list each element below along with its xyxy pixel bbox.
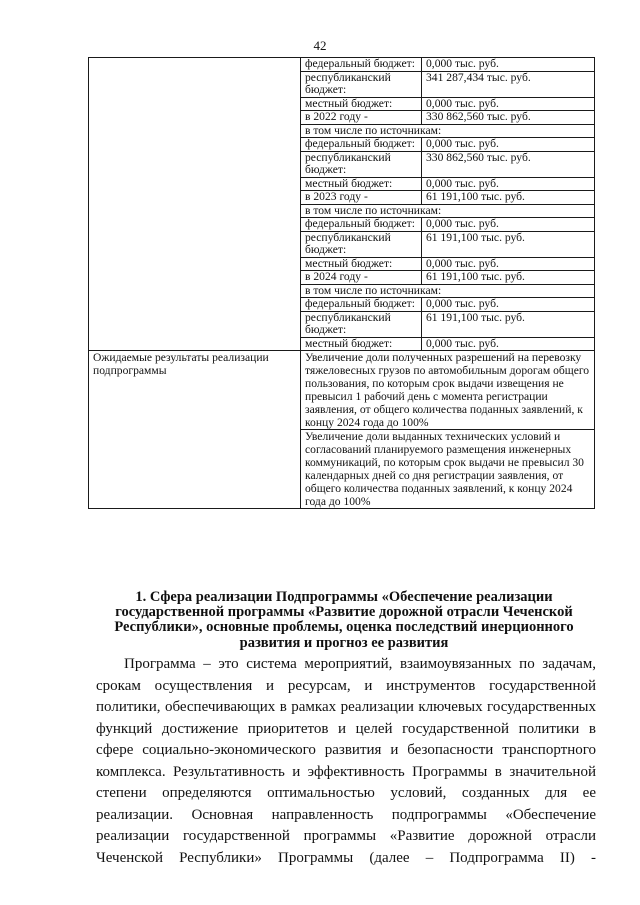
budget-source-label: федеральный бюджет:	[301, 138, 422, 152]
budget-source-value: 0,000 тыс. руб.	[422, 97, 595, 111]
budget-source-label: республиканский бюджет:	[301, 71, 422, 97]
table-row	[89, 351, 595, 430]
body-paragraph: Программа – это система мероприятий, взаимоувязанных по задачам, срокам осуществления и ресурсам, и инструментов государственной политики, обеспечивающих в рамках реализации ключевых государственных функций достижение приоритетов и целей государственной политики в сфере социально-экономического развития и безопасности транспортного комплекса. Результативность и эффективность Программы в значительной степени определяются оптимальностью условий, созданных для ее реализации. Основная направленность подпрограммы «Обеспечение реализации государственной программы «Развитие дорожной отрасли Чеченской Республики» Программы (далее – Подпрограмма II) -	[96, 656, 596, 866]
budget-source-value: 341 287,434 тыс. руб.	[422, 71, 595, 97]
empty-label-cell	[89, 58, 301, 351]
budget-source-label: федеральный бюджет:	[301, 218, 422, 232]
budget-source-value: 61 191,100 тыс. руб.	[422, 311, 595, 337]
budget-source-value: 0,000 тыс. руб.	[422, 177, 595, 191]
budget-source-value: 61 191,100 тыс. руб.	[422, 231, 595, 257]
year-total: 61 191,100 тыс. руб.	[422, 191, 595, 205]
year-total: 330 862,560 тыс. руб.	[422, 111, 595, 125]
year-label: в 2022 году -	[301, 111, 422, 125]
section-heading: 1. Сфера реализации Подпрограммы «Обеспечение реализации государственной программы «Развитие дорожной отрасли Чеченской Республики», основные проблемы, оценка последствий инерционного развития и прогноз ее развития	[114, 589, 574, 651]
expected-result-text: Увеличение доли полученных разрешений на перевозку тяжеловесных грузов по автомобильным дорогам общего пользования, по которым срок выдачи извещения не превысил 1 рабочий день с момента регистрации заявления, от общего количества поданных заявлений, к концу 2024 года до 100%	[301, 351, 595, 430]
budget-source-value: 0,000 тыс. руб.	[422, 218, 595, 232]
budget-source-label: республиканский бюджет:	[301, 231, 422, 257]
budget-source-label: местный бюджет:	[301, 337, 422, 351]
budget-source-value: 0,000 тыс. руб.	[422, 298, 595, 312]
budget-source-label: местный бюджет:	[301, 257, 422, 271]
expected-result-text: Увеличение доли выданных технических условий и согласований планируемого размещения инженерных коммуникаций, по которым срок выдачи не превысил 30 календарных дней со дня регистрации заявления, от общего количества поданных заявлений, к концу 2024 года до 100%	[301, 430, 595, 509]
budget-source-value: 0,000 тыс. руб.	[422, 337, 595, 351]
by-source-label: в том числе по источникам:	[301, 204, 595, 218]
budget-table-body	[89, 58, 595, 509]
budget-source-value: 0,000 тыс. руб.	[422, 257, 595, 271]
budget-source-label: республиканский бюджет:	[301, 311, 422, 337]
expected-results-label: Ожидаемые результаты реализации подпрограммы	[89, 351, 301, 509]
year-total: 61 191,100 тыс. руб.	[422, 271, 595, 285]
page-number: 42	[313, 38, 327, 53]
table-row	[89, 58, 595, 72]
budget-source-label: местный бюджет:	[301, 177, 422, 191]
budget-source-label: федеральный бюджет:	[301, 58, 422, 72]
year-label: в 2024 году -	[301, 271, 422, 285]
by-source-label: в том числе по источникам:	[301, 124, 595, 138]
budget-source-label: федеральный бюджет:	[301, 298, 422, 312]
year-label: в 2023 году -	[301, 191, 422, 205]
budget-source-label: республиканский бюджет:	[301, 151, 422, 177]
budget-source-label: местный бюджет:	[301, 97, 422, 111]
budget-table	[88, 57, 595, 509]
budget-source-value: 0,000 тыс. руб.	[422, 138, 595, 152]
by-source-label: в том числе по источникам:	[301, 284, 595, 298]
budget-source-value: 330 862,560 тыс. руб.	[422, 151, 595, 177]
budget-source-value: 0,000 тыс. руб.	[422, 58, 595, 72]
